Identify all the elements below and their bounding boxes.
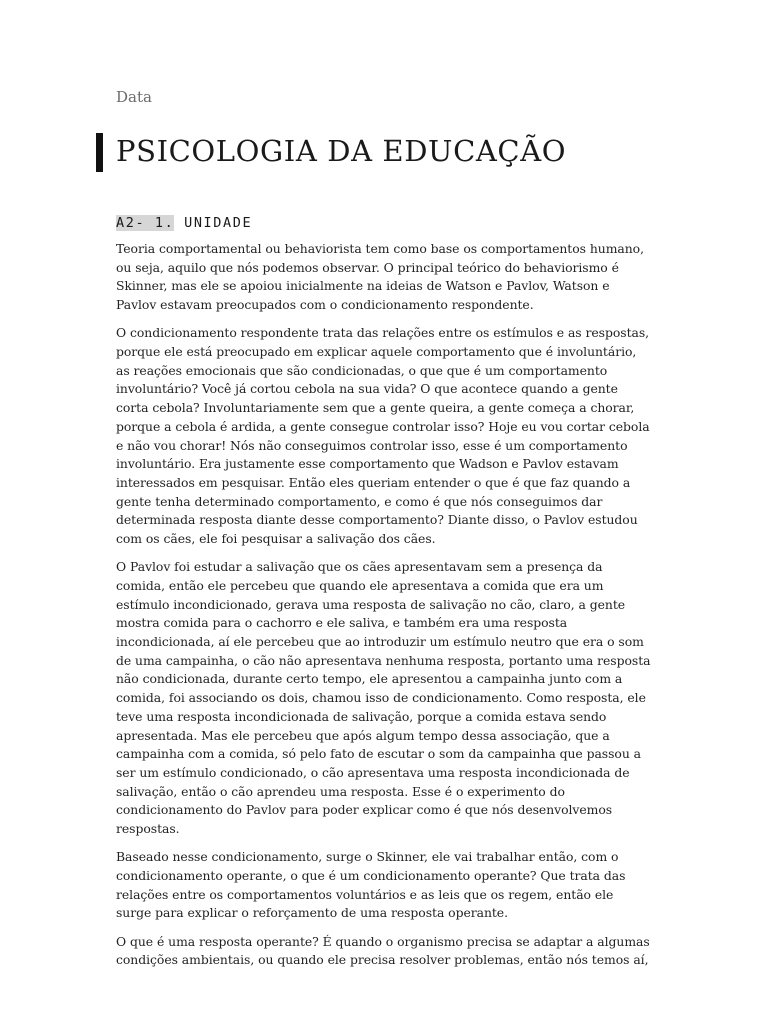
section-heading-text: UNIDADE	[174, 215, 253, 231]
paragraph: Baseado nesse condicionamento, surge o Skinner, ele vai trabalhar então, com o condicionamento operante, o que é um condicionamento operante? Que trata das relações entre os comportamentos voluntários e as leis que os regem, então ele surge para explicar o reforçamento de uma resposta operante.	[116, 849, 626, 921]
date-label: Data	[116, 88, 152, 106]
paragraph: Teoria comportamental ou behaviorista tem como base os comportamentos humano, ou seja, aquilo que nós podemos observar. O principal teórico do behaviorismo é Skinner, mas ele se apoiou inicialmente na ideias de Watson e Pavlov, Watson e Pavlov estavam preocupados com o condicionamento respondente.	[116, 241, 644, 313]
paragraph: O que é uma resposta operante? É quando o organismo precisa se adaptar a algumas condições ambientais, ou quando ele precisa resolver problemas, então nós temos aí,	[116, 933, 650, 968]
section-heading	[116, 215, 252, 231]
paragraph: O Pavlov foi estudar a salivação que os cães apresentavam sem a presença da comida, então ele percebeu que quando ele apresentava a comida que era um estímulo incondicionado, gerava uma resposta de salivação no cão, claro, a gente mostra comida para o cachorro e ele saliva, e também era uma resposta incondicionada, aí ele percebeu que ao introduzir um estímulo neutro que era o som de uma campainha, o cão não apresentava nenhuma resposta, portanto uma resposta não condicionada, durante certo tempo, ele apresentou a campainha junto com a comida, foi associando os dois, chamou isso de condicionamento. Como resposta, ele teve uma resposta incondicionada de salivação, porque a comida estava sendo apresentada. Mas ele percebeu que após algum tempo dessa associação, que a campainha com a comida, só pelo fato de escutar o som da campainha que passou a ser um estímulo condicionado, o cão apresentava uma resposta incondicionada de salivação, então o cão aprendeu uma resposta. Esse é o experimento do condicionamento do Pavlov para poder explicar como é que nós desenvolvemos respostas.	[116, 559, 651, 837]
paragraph: O condicionamento respondente trata das relações entre os estímulos e as respostas, porque ele está preocupado em explicar aquele comportamento que é involuntário, as reações emocionais que são condicionadas, o que que é um comportamento involuntário? Você já cortou cebola na sua vida? O que acontece quando a gente corta cebola? Involuntariamente sem que a gente queira, a gente começa a chorar, porque a cebola é ardida, a gente consegue controlar isso? Hoje eu vou cortar cebola e não vou chorar! Nós não conseguimos controlar isso, esse é um comportamento involuntário. Era justamente esse comportamento que Wadson e Pavlov estavam interessados em pesquisar. Então eles queriam entender o que é que faz quando a gente tenha determinado comportamento, e como é que nós conseguimos dar determinada resposta diante desse comportamento? Diante disso, o Pavlov estudou com os cães, ele foi pesquisar a salivação dos cães.	[116, 325, 650, 547]
section-heading-highlight: A2- 1.	[116, 215, 175, 231]
title-accent-bar	[96, 133, 103, 172]
body-text	[116, 240, 652, 980]
page-title: PSICOLOGIA DA EDUCAÇÃO	[116, 134, 567, 168]
